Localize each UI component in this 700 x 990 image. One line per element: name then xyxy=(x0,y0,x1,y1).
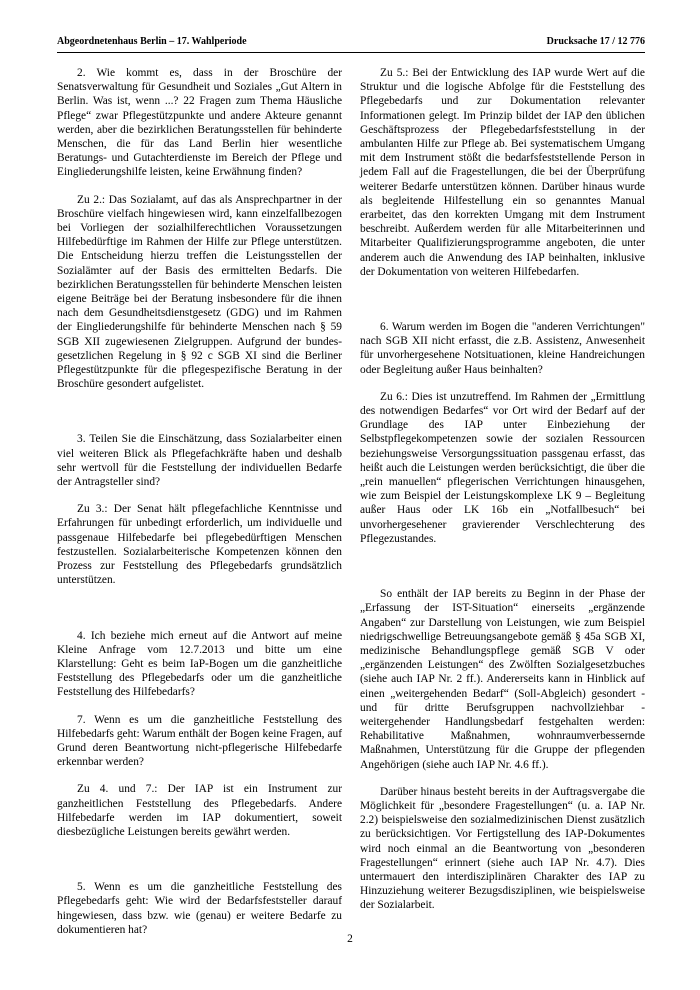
header-right: Drucksache 17 / 12 776 xyxy=(546,36,645,47)
page-header xyxy=(57,36,645,50)
answer-6-paragraph-3: Darüber hinaus besteht bereits in der Auftragsvergabe die Möglichkeit für „besondere Fragestellungen“ (u. a. IAP Nr. 2.2) beispielsweise den sozialmedizinischen Dienst zusätzlich zu berücksichtigen. Vor Fertigstellung des IAP-Dokumentes wird noch einmal an die Beantwortung von „besonderen Fragestellungen“ erinnert (siehe auch IAP Nr. 4.7). Dies untermauert den interdisziplinären Charakter des IAP zu Hinzuziehung weiterer Bezugsdisziplinen, wie beispielsweise der Sozialarbeit. xyxy=(360,785,645,912)
answer-2: Zu 2.: Das Sozialamt, auf das als Ansprechpartner in der Broschüre vielfach hingewiesen wird, kann einzelfallbezogen bei Vorliegen der sozialhilferechtlichen Voraussetzungen Hilfebedürftige im Rahmen der Hilfe zur Pflege unterstützen. Die Entscheidung hierzu treffen die Leistungsstellen der Sozialämter auf der Basis des ermittelten Bedarfs. Die bezirklichen Beratungsstellen für behinderte Menschen leisten eigene Beiträge bei der Beratung insbesondere für die ihnen nach dem Gesundheitsdienstgesetz (GDG) und im Rahmen der Eingliederungshilfe für behinderte Menschen nach § 59 SGB XII zugewiesenen Zielgruppen. Aufgrund der bundes-gesetzlichen Regelung in § 92 c SGB XI sind die Berliner Pflegestützpunkte für die pflegespezifische Beratung in der Broschüre gesondert aufgelistet. xyxy=(57,193,342,391)
page-number: 2 xyxy=(347,933,353,945)
header-left: Abgeordnetenhaus Berlin – 17. Wahlperiode xyxy=(57,36,247,47)
question-2: 2. Wie kommt es, dass in der Broschüre der Senatsverwaltung für Gesundheit und Soziales „Gut Altern in Berlin. Was ist, wenn ...? 22 Fragen zum Thema Häusliche Pflege“ zwar Pflegestützpunkte und andere Akteure genannt werden, aber die bezirklichen Beratungsstellen für behinderte Menschen, die für das Land Berlin hier wesentliche Beratungs- und Gutachterdienste im Bereich der Pflege und Eingliederungshilfe leisten, keine Erwähnung finden? xyxy=(57,67,342,179)
answer-5: Zu 5.: Bei der Entwicklung des IAP wurde Wert auf die Struktur und die logische Abfolge für die Feststellung des Pflegebedarfs und zur Dokumentation relevanter Informationen gelegt. Im Prinzip bildet der IAP den üblichen Geschäftsprozess der Pflegebedarfsfeststellung in der ambulanten Hilfe zur Pflege ab. Bei systematischem Umgang mit dem Instrument stößt die bedarfsfeststellende Person in jedem Fall auf die Fragestellungen, die bei der Überprüfung weiterer Bedarfe unterstützen können. Darüber hinaus wurde als begleitende Hilfestellung ein so genanntes Manual erarbeitet, das den korrekten Umgang mit dem Instrument beschreibt. Außerdem werden für alle Mitarbeiterinnen und Mitarbeiter Qualifizierungsprogramme angeboten, die unter anderem auch die Anwendung des IAP beinhalten, inklusive der Dokumentation von weiteren Hilfebedarfen. xyxy=(360,67,645,278)
question-3: 3. Teilen Sie die Einschätzung, dass Sozialarbeiter einen viel weiteren Blick als Pflegefachkräfte haben und deshalb sehr wertvoll für die Feststellung der individuellen Bedarfe der Antragsteller sind? xyxy=(57,433,342,489)
question-7: 7. Wenn es um die ganzheitliche Feststellung des Hilfebedarfs geht: Warum enthält der Bogen keine Fragen, auf Grund deren Beantwortung nicht-pflegerische Hilfebedarfe erkennbar werden? xyxy=(57,713,342,769)
answer-3: Zu 3.: Der Senat hält pflegefachliche Kenntnisse und Erfahrungen für unbedingt erforderlich, um individuelle und passgenaue Hilfebedarfe bei pflegebedürftigen Menschen festzustellen. Sozialarbeiterische Kompetenzen können den Prozess zur Feststellung des Pflegebedarfs grundsätzlich unterstützen. xyxy=(57,503,342,587)
answer-4-7: Zu 4. und 7.: Der IAP ist ein Instrument zur ganzheitlichen Feststellung des Pflegebedarfs. Andere Hilfebedarfe werden im IAP dokumentiert, soweit diesbezügliche Leistungen bereits gewährt werden. xyxy=(57,783,342,838)
answer-6: Zu 6.: Dies ist unzutreffend. Im Rahmen der „Ermittlung des notwendigen Bedarfes“ vor Ort wird der Bedarf auf der Grundlage des IAP unter Einbeziehung der Selbstpflegekompetenzen sowie der sozialen Ressourcen beziehungsweise Versorgungssituation passgenau erfasst, das heißt auch die Leistungen werden berücksichtigt, die über die „rein manuellen“ pflegerischen Verrichtungen hinausgehen, wie zum Beispiel der Leistungskomplexe LK 9 – Begleitung außer Haus oder LK 16b ein „Notfallbesuch“ bei unvorhergesehener gravierender Verschlechterung des Pflegezustandes. xyxy=(360,390,645,545)
answer-6-paragraph-2: So enthält der IAP bereits zu Beginn in der Phase der „Erfassung der IST-Situation“ einerseits „ergänzende Angaben“ zur Darstellung von Leistungen, wie zum Beispiel niedrigschwellige Betreuungsangebote gemäß § 45a SGB XI, medizinische Behandlungspflege gemäß SGB V oder „ergänzenden Leistungen“ des Zwölften Sozialgesetzbuches (siehe auch IAP Nr. 2 ff.). Andererseits kann in Hinblick auf einen „weitergehenden Bedarf“ (Soll-Abgleich) gesondert - und für dritte Berufsgruppen nachvollziehbar - weitergehender Handlungsbedarf festgehalten werden: Rehabilitative Maßnahmen, wohnraumverbessernde Maßnahmen, Unterstützung für die Gruppe der pflegenden Angehörigen (siehe auch IAP Nr. 4.6 ff.). xyxy=(360,588,645,771)
right-column xyxy=(360,66,645,913)
left-column xyxy=(57,66,342,937)
question-6: 6. Warum werden im Bogen die "anderen Verrichtungen" nach SGB XII nicht erfasst, die z.B. Assistenz, Anwesenheit für unvorhergesehene Notsituationen, kleine Handreichungen oder Begleitung außer Haus beinhalten? xyxy=(360,321,645,376)
header-rule xyxy=(57,52,645,53)
question-4: 4. Ich beziehe mich erneut auf die Antwort auf meine Kleine Anfrage vom 12.7.2013 und bitte um eine Klarstellung: Geht es beim IaP-Bogen um die ganzheitliche Feststellung des Pflegebedarfs oder um die ganzheitliche Feststellung des Hilfebedarfs? xyxy=(57,629,342,699)
question-5: 5. Wenn es um die ganzheitliche Feststellung des Pflegebedarfs geht: Wie wird der Bedarfsfeststeller darauf hingewiesen, dass bzw. wie (genau) er weitere Bedarfe zu dokumentieren hat? xyxy=(57,881,342,936)
